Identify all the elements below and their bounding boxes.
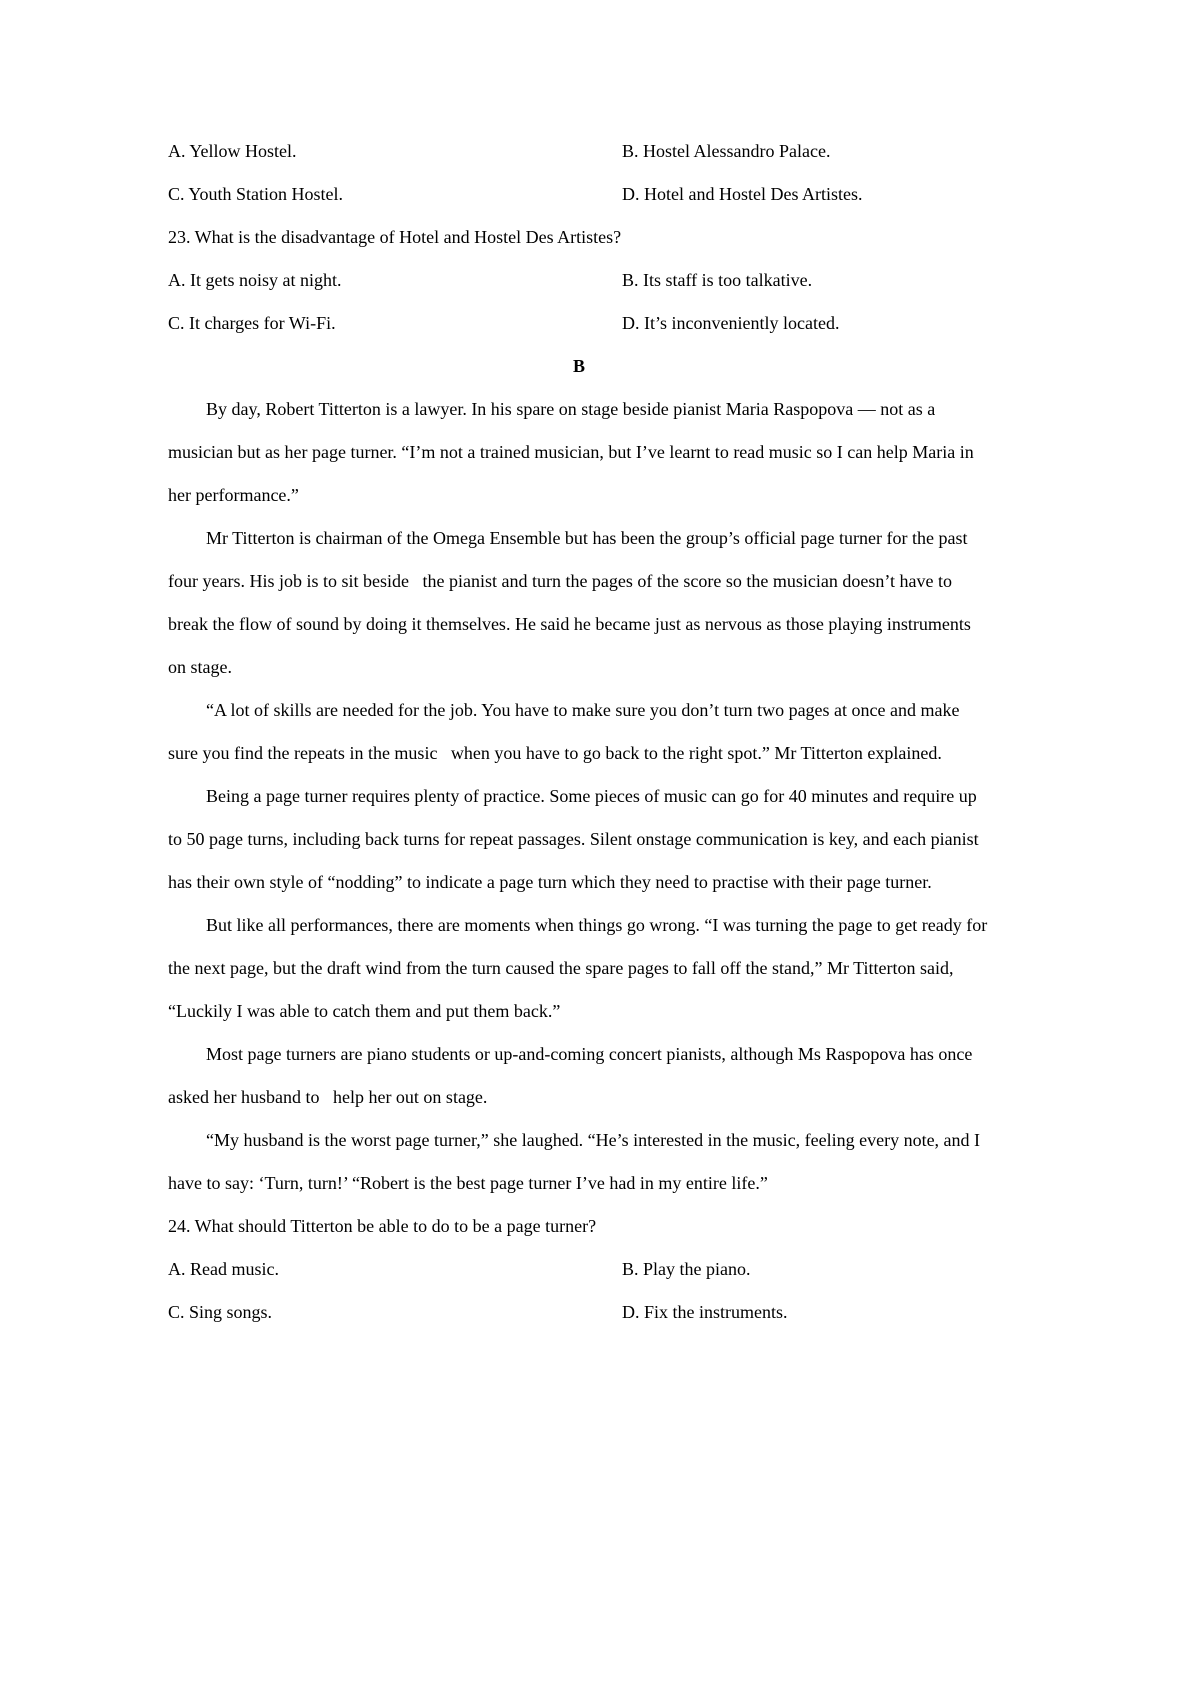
q22-options-row-1	[168, 130, 990, 173]
passage-paragraph-5: But like all performances, there are moments when things go wrong. “I was turning the page to get ready for the next page, but the draft wind from the turn caused the spare pages to fall off the stand,” Mr Titterton said, “Luckily I was able to catch them and put them back.”	[168, 915, 992, 1021]
section-b-heading: B	[572, 356, 585, 376]
q22-options-row-2	[168, 173, 990, 216]
q22-option-d: D. Hotel and Hostel Des Artistes.	[622, 184, 863, 204]
question-23: 23. What is the disadvantage of Hotel and Hostel Des Artistes?	[168, 227, 622, 247]
q22-option-a: A. Yellow Hostel.	[168, 141, 297, 161]
q24-option-d: D. Fix the instruments.	[622, 1302, 788, 1322]
passage-paragraph-3: “A lot of skills are needed for the job. You have to make sure you don’t turn two pages at once and make sure you find the repeats in the music when you have to go back to the right spot.” Mr Titterton explained.	[168, 700, 964, 763]
document-content	[168, 130, 990, 1334]
q23-options-row-2	[168, 302, 990, 345]
q23-option-a: A. It gets noisy at night.	[168, 270, 342, 290]
q24-options-row-1	[168, 1248, 990, 1291]
q24-option-c: C. Sing songs.	[168, 1302, 273, 1322]
passage-paragraph-4: Being a page turner requires plenty of practice. Some pieces of music can go for 40 minutes and require up to 50 page turns, including back turns for repeat passages. Silent onstage communication is key, and each pianist has their own style of “nodding” to indicate a page turn which they need to practise with their page turner.	[168, 786, 984, 892]
passage-paragraph-7: “My husband is the worst page turner,” she laughed. “He’s interested in the music, feeling every note, and I have to say: ‘Turn, turn!’ “Robert is the best page turner I’ve had in my entire life.”	[168, 1130, 985, 1193]
q24-option-b: B. Play the piano.	[622, 1259, 751, 1279]
q23-option-d: D. It’s inconveniently located.	[622, 313, 840, 333]
passage-paragraph-6: Most page turners are piano students or up-and-coming concert pianists, although Ms Raspopova has once asked her husband to help her out on stage.	[168, 1044, 977, 1107]
q23-option-c: C. It charges for Wi-Fi.	[168, 313, 336, 333]
q22-option-c: C. Youth Station Hostel.	[168, 184, 344, 204]
q23-option-b: B. Its staff is too talkative.	[622, 270, 813, 290]
passage-paragraph-1: By day, Robert Titterton is a lawyer. In his spare on stage beside pianist Maria Raspopova — not as a musician but as her page turner. “I’m not a trained musician, but I’ve learnt to read music so I can help Maria in her performance.”	[168, 399, 979, 505]
question-24: 24. What should Titterton be able to do to be a page turner?	[168, 1216, 597, 1236]
q24-option-a: A. Read music.	[168, 1259, 279, 1279]
q22-option-b: B. Hostel Alessandro Palace.	[622, 141, 831, 161]
passage-paragraph-2: Mr Titterton is chairman of the Omega Ensemble but has been the group’s official page turner for the past four years. His job is to sit beside the pianist and turn the pages of the score so the musician doesn’t have to break the flow of sound by doing it themselves. He said he became just as nervous as those playing instruments on stage.	[168, 528, 976, 677]
q23-options-row-1	[168, 259, 990, 302]
q24-options-row-2	[168, 1291, 990, 1334]
